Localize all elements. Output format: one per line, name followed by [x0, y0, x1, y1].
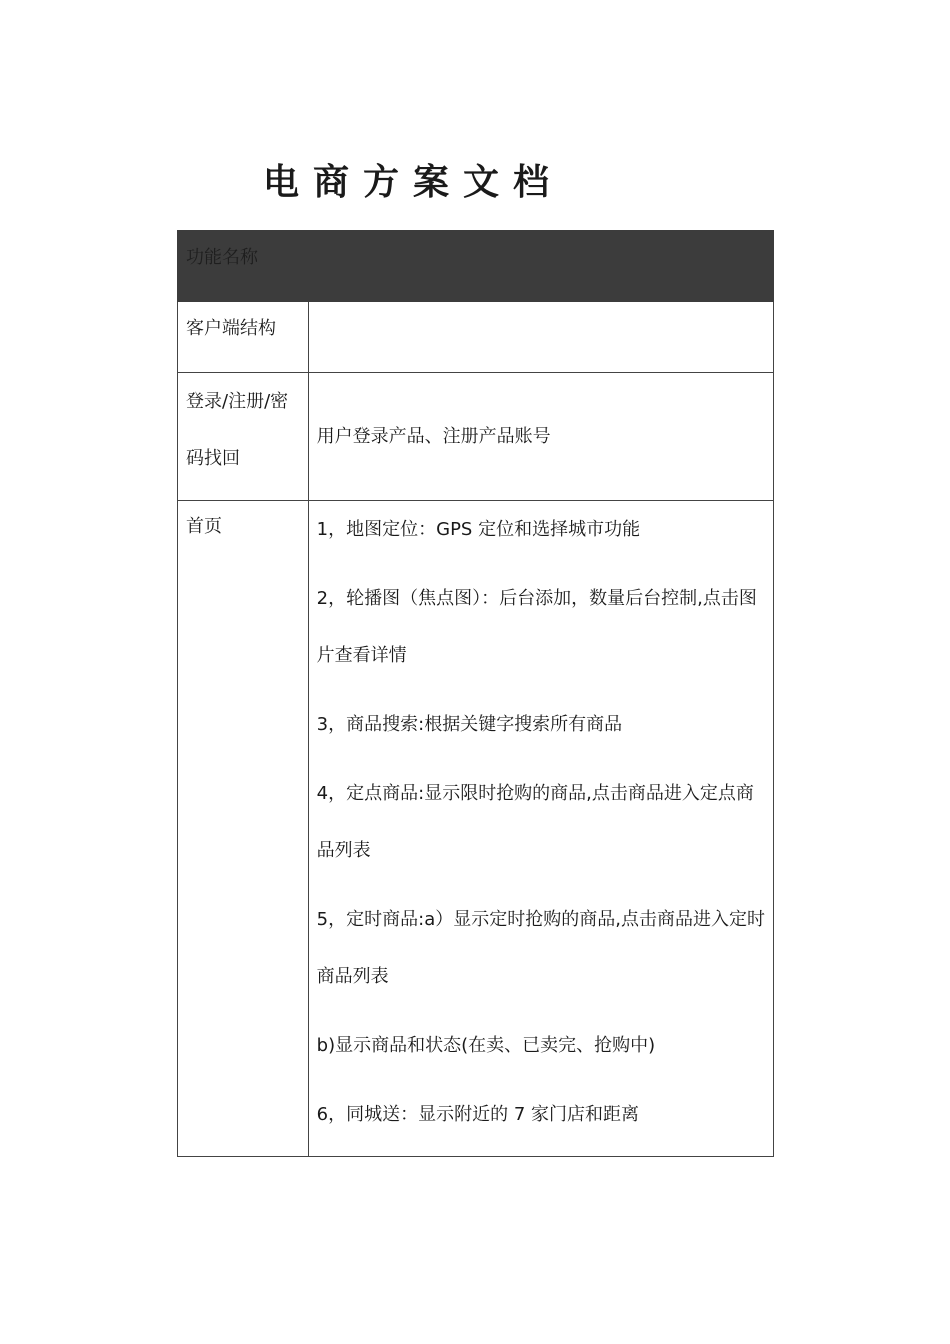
- login-label: 登录/注册/密码找回: [186, 391, 289, 469]
- table-row-client-structure: [178, 302, 774, 373]
- client-structure-content-cell: [308, 302, 773, 373]
- table-row-login: [178, 373, 774, 501]
- feature-spec-table: [177, 230, 774, 1157]
- header-content-cell: [308, 231, 773, 302]
- home-label-cell: [178, 501, 309, 1157]
- home-item-product-status: b)显示商品和状态(在卖、已卖完、抢购中): [316, 1035, 656, 1056]
- header-label: 功能名称: [186, 247, 258, 268]
- login-content-cell: [308, 373, 773, 501]
- login-content: 用户登录产品、注册产品账号: [316, 425, 551, 447]
- home-content-cell: [308, 501, 773, 1157]
- home-item-carousel: 2，轮播图（焦点图）：后台添加，数量后台控制,点击图片查看详情: [316, 588, 757, 666]
- document-title: 电商方案文档: [262, 162, 563, 203]
- client-structure-label: 客户端结构: [186, 318, 276, 339]
- client-structure-label-cell: [178, 302, 309, 373]
- login-label-cell: [178, 373, 309, 501]
- table-header-row: [178, 231, 774, 302]
- home-item-same-city-delivery: 6，同城送：显示附近的 7 家门店和距离: [316, 1104, 640, 1125]
- home-item-timed-products: 5，定时商品:a）显示定时抢购的商品,点击商品进入定时商品列表: [316, 909, 765, 987]
- header-label-cell: [178, 231, 309, 302]
- home-item-map-location: 1，地图定位：GPS 定位和选择城市功能: [316, 519, 641, 540]
- home-item-fixed-point-products: 4，定点商品:显示限时抢购的商品,点击商品进入定点商品列表: [316, 783, 754, 861]
- table-row-home: [178, 501, 774, 1157]
- home-item-product-search: 3，商品搜索:根据关键字搜索所有商品: [316, 714, 623, 735]
- home-label: 首页: [186, 516, 222, 537]
